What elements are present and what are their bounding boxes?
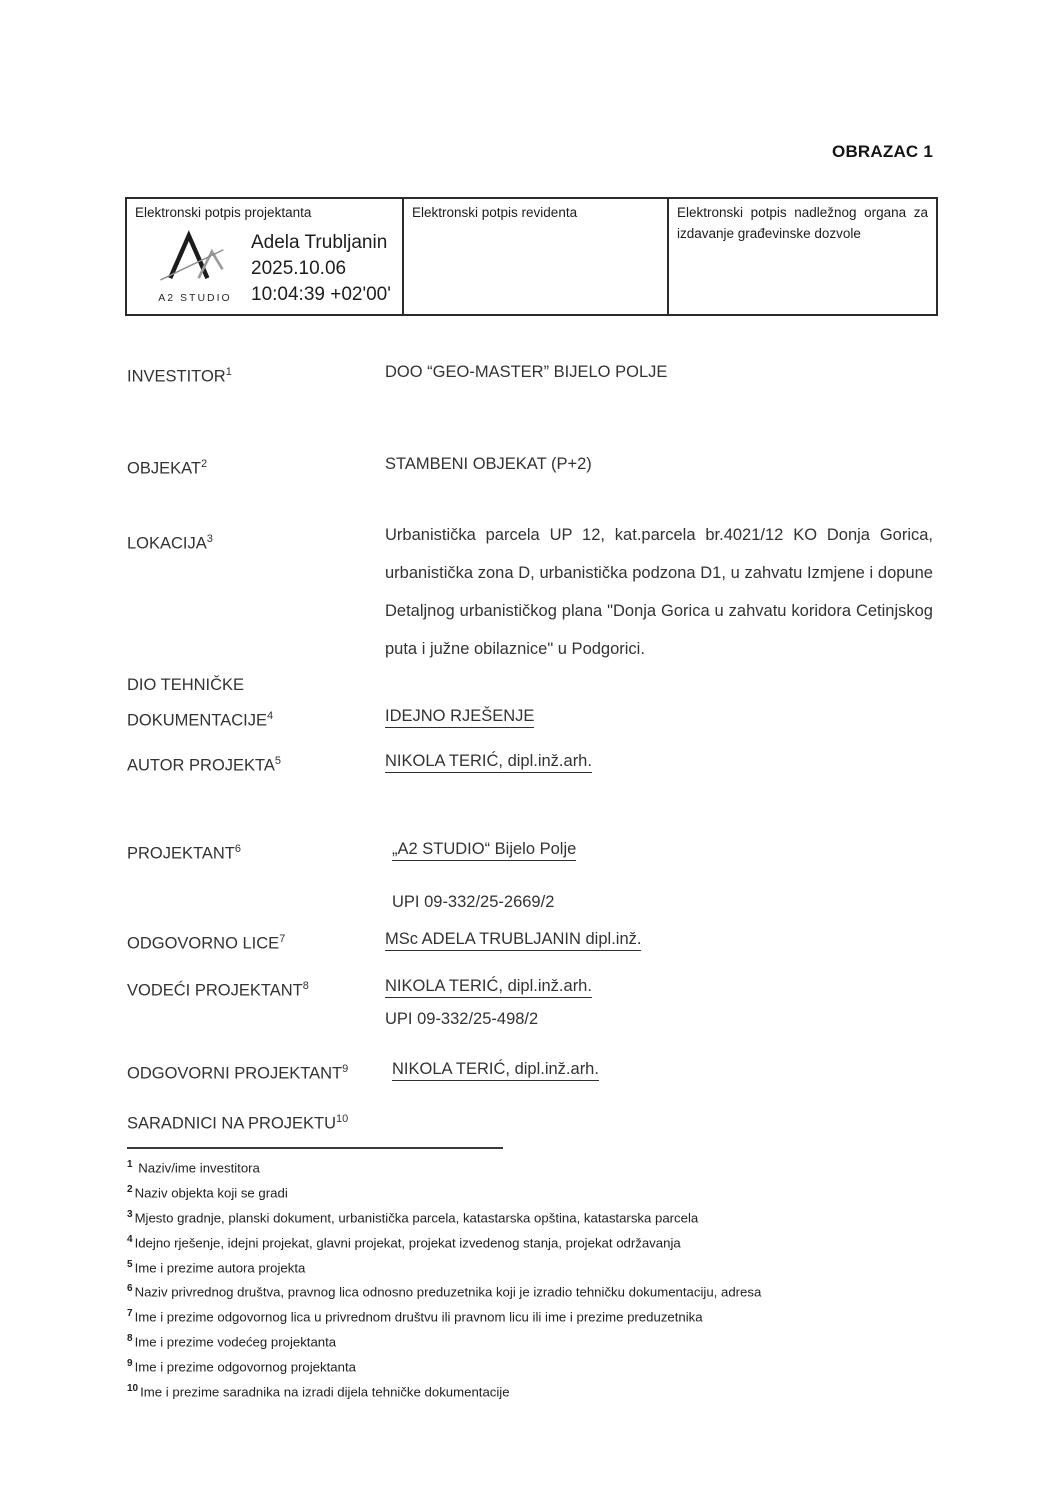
field-dio-tehnicke-dokumentacije [127,670,933,737]
field-label [127,670,385,737]
footnote-10 [127,1378,933,1403]
footnote-marker: 7 [279,933,286,945]
field-value [385,1054,940,1090]
field-odgovorni-projektant [127,1054,933,1090]
footnote-text: Ime i prezime odgovornog lica u privrednom društvu ili pravnom licu ili ime i prezime preduzetnika [134,1309,703,1325]
signature-details [245,230,391,308]
field-projektant [127,834,933,918]
footnote-marker: 8 [127,1333,133,1345]
field-value-text: IDEJNO RJEŠENJE [385,707,534,728]
footnote-7 [127,1303,933,1328]
signature-logo-icon [156,230,234,282]
field-value [385,834,940,918]
field-label-text: DIO TEHNIČKE [127,676,245,694]
field-label [127,746,385,782]
signature-time: 10:04:39 +02'00' [251,283,391,305]
field-lokacija [127,516,933,668]
footnote-marker: 4 [127,1233,133,1245]
document-content [127,0,933,1497]
field-saradnici-na-projektu [127,1104,933,1140]
footnote-marker: 9 [127,1358,133,1370]
footnote-5 [127,1254,933,1279]
field-value-text: NIKOLA TERIĆ, dipl.inž.arh. [385,752,592,773]
field-value [385,924,933,960]
footnote-marker: 10 [127,1383,139,1395]
signature-block [135,230,394,308]
field-label-text-line2: DOKUMENTACIJE [127,711,267,730]
field-value-text: NIKOLA TERIĆ, dipl.inž.arh. [385,977,592,998]
signer-name: Adela Trubljanin [251,231,388,253]
field-label-text: INVESTITOR [127,367,226,386]
field-label-text: SARADNICI NA PROJEKTU [127,1114,337,1133]
footnote-2 [127,1179,933,1204]
footnote-text: Naziv privrednog društva, pravnog lica odnosno preduzetnika koji je izradio tehničku dokumentaciju, adresa [134,1284,762,1300]
field-value [385,971,933,1035]
footnote-text: Idejno rješenje, idejni projekat, glavni projekat, projekat izvedenog stanja, projekat održavanja [134,1235,681,1251]
footnote-marker: 2 [127,1183,133,1195]
field-label [127,924,385,960]
footnote-text: Ime i prezime saradnika na izradi dijela tehničke dokumentacije [140,1384,510,1400]
field-value-upi: UPI 09-332/25-498/2 [385,1010,539,1028]
footnote-text: Naziv/ime investitora [138,1160,260,1176]
footnote-1 [127,1154,933,1179]
field-value-text: DOO “GEO-MASTER” BIJELO POLJE [385,363,668,381]
field-label-text: ODGOVORNI PROJEKTANT [127,1064,343,1083]
field-value-text: „A2 STUDIO“ Bijelo Polje [392,840,576,861]
footnotes-section [127,1147,933,1403]
revident-signature-header: Elektronski potpis revidenta [412,205,578,220]
footnote-marker: 8 [302,980,309,992]
field-label [127,971,385,1035]
footnote-marker: 10 [336,1113,349,1125]
field-odgovorno-lice [127,924,933,960]
signature-table [125,197,938,316]
footnote-marker: 4 [266,710,274,722]
footnote-marker: 6 [127,1283,133,1295]
footnote-text: Naziv objekta koji se gradi [134,1185,288,1201]
field-value: Urbanistička parcela UP 12, kat.parcela br.4021/12 KO Donja Gorica, urbanistička zona D, urbanistička podzona D1, u zahvatu Izmjene i dopune Detaljnog urbanističkog plana "Donja Gorica u zahvatu koridora Cetinjskog puta i južne obilaznice" u Podgorici. [385,526,933,658]
field-label-text: VODEĆI PROJEKTANT [127,981,303,1000]
footnote-4 [127,1229,933,1254]
field-value-text: NIKOLA TERIĆ, dipl.inž.arh. [392,1060,599,1081]
footnote-8 [127,1328,933,1353]
footnote-marker: 2 [200,458,208,470]
footnote-separator [127,1147,503,1149]
field-value-text: MSc ADELA TRUBLJANIN dipl.inž. [385,930,641,951]
field-label [127,449,385,485]
cell-organ-signature [668,198,937,315]
a2-studio-logo [135,230,245,306]
field-value-text: STAMBENI OBJEKAT (P+2) [385,455,592,473]
field-objekat [127,449,933,485]
footnote-marker: 1 [225,366,232,378]
field-label-text: AUTOR PROJEKTA [127,756,275,775]
footnote-text: Ime i prezime vodećeg projektanta [134,1334,337,1350]
field-label-text: ODGOVORNO LICE [127,934,280,953]
field-value [385,357,933,393]
field-value-upi: UPI 09-332/25-2669/2 [392,893,555,911]
field-value [385,449,933,485]
form-title: OBRAZAC 1 [832,142,933,161]
field-investitor [127,357,933,393]
footnote-text: Ime i prezime odgovornog projektanta [134,1359,356,1375]
footnote-marker: 3 [206,533,213,545]
field-label [127,1104,933,1140]
footnote-marker: 6 [234,843,241,855]
projektant-signature-header: Elektronski potpis projektanta [135,205,312,220]
signature-date: 2025.10.06 [251,257,347,279]
cell-projektant-signature [126,198,403,315]
footnote-marker: 1 [127,1159,133,1170]
field-vodeci-projektant [127,971,933,1035]
footnote-marker: 7 [127,1308,133,1320]
footnote-3 [127,1204,933,1229]
field-value [385,746,933,782]
field-label [127,516,385,668]
signature-logo-text: A2 STUDIO [158,291,232,304]
footnote-6 [127,1278,933,1303]
field-label [127,357,385,393]
field-label-text: LOKACIJA [127,534,207,553]
footnote-text: Ime i prezime autora projekta [134,1259,306,1275]
field-label [127,834,385,918]
footnote-marker: 5 [274,755,282,767]
field-label-text: PROJEKTANT [127,844,235,863]
footnote-marker: 9 [342,1063,349,1075]
organ-signature-header: Elektronski potpis nadležnog organa za izdavanje građevinske dozvole [677,205,928,241]
footnote-marker: 3 [127,1208,133,1220]
footnote-text: Mjesto gradnje, planski dokument, urbanistička parcela, katastarska opština, katastarska parcela [134,1210,699,1226]
field-label-text: OBJEKAT [127,459,201,478]
signature-table-row [126,198,937,315]
field-value [385,670,933,737]
cell-revident-signature [403,198,668,315]
footnote-9 [127,1353,933,1378]
footnote-marker: 5 [127,1258,133,1270]
field-label [127,1054,385,1090]
field-autor-projekta [127,746,933,782]
